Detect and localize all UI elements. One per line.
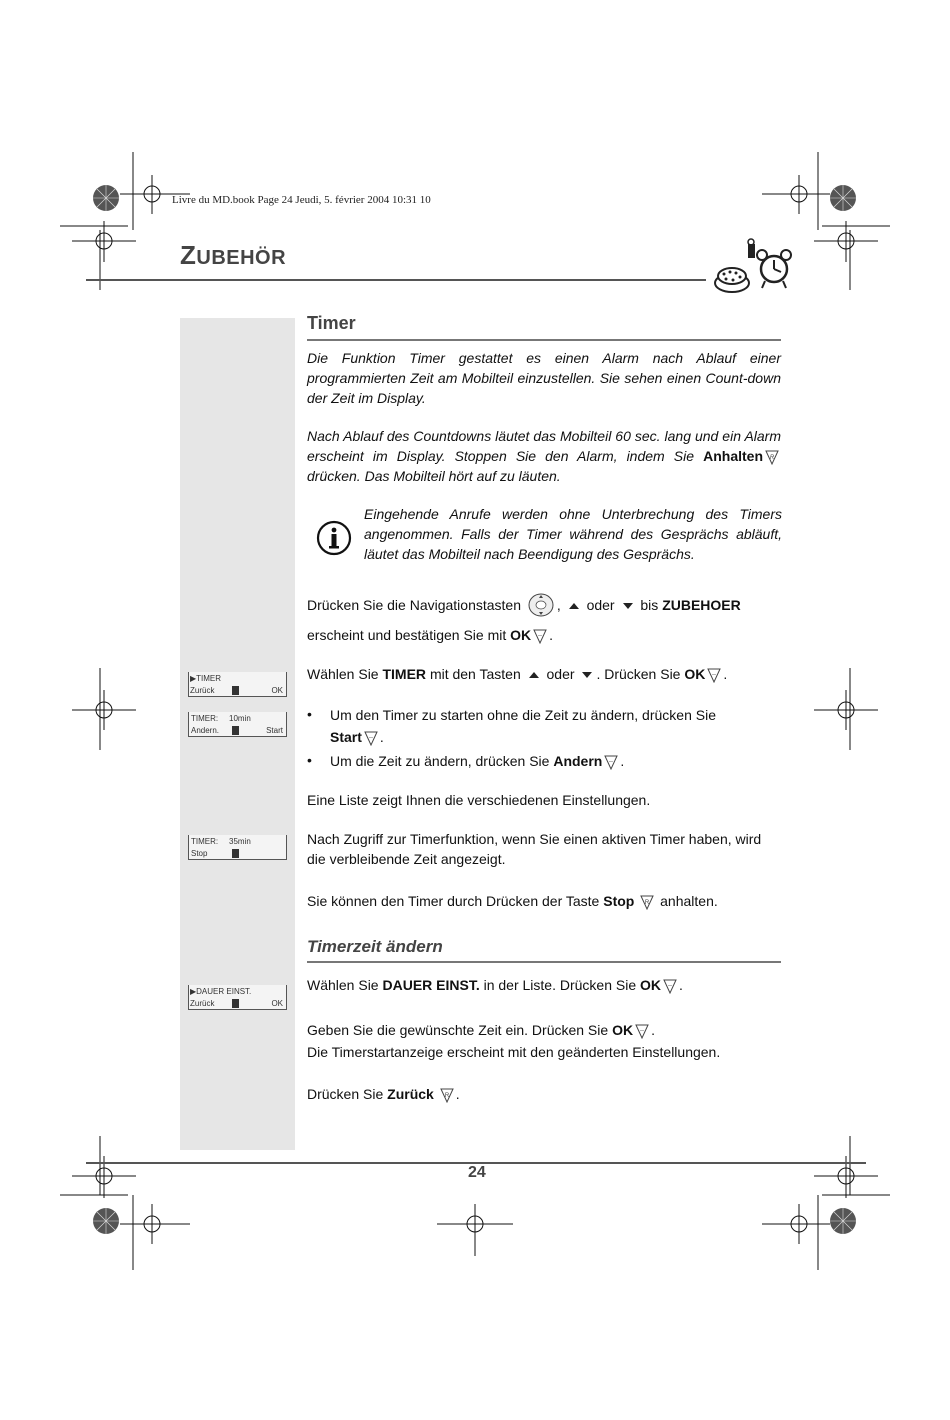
- anhalten-label: Anhalten: [703, 448, 763, 464]
- svg-text:R: R: [645, 900, 650, 906]
- select-text-a: Wählen Sie: [307, 666, 379, 682]
- info-icon: [315, 519, 353, 557]
- print-header: Livre du MD.book Page 24 Jeudi, 5. février 2004 10:31 10: [172, 194, 431, 206]
- nav-text-a: Drücken Sie die Navigationstasten: [307, 597, 522, 613]
- subsection-title: Timerzeit ändern: [307, 937, 443, 956]
- cursor-block-icon: [232, 849, 239, 858]
- svg-text:R: R: [769, 455, 775, 461]
- intro-paragraph: Die Funktion Timer gestattet es einen Alarm nach Ablauf einer programmierten Zeit am Mobilteil einzustellen. Sie sehen einen Count-down der Zeit im Display.: [307, 350, 781, 406]
- lcd-timer-menu: [188, 672, 287, 697]
- arrow-down-icon: [623, 603, 633, 609]
- navigation-key-icon: [527, 592, 555, 618]
- choose-text-a: Wählen Sie: [307, 977, 379, 993]
- nav-comma: ,: [556, 597, 561, 613]
- active-timer-info: Nach Zugriff zur Timerfunktion, wenn Sie einen aktiven Timer haben, wird die verbleibende Zeit angezeigt.: [307, 831, 762, 867]
- bullet-start-text: Um den Timer zu starten ohne die Zeit zu ändern, drücken Sie: [330, 707, 716, 723]
- ok-key-icon: [707, 667, 721, 683]
- bullet-marker: •: [307, 752, 312, 768]
- lcd-timer-setting: [188, 712, 287, 737]
- nav-until: bis: [640, 597, 659, 613]
- section-rule: [307, 339, 781, 341]
- enter-time-instruction: Geben Sie die gewünschte Zeit ein. Drücken Sie OK -- . Die Timerstartanzeige erscheint mit den geänderten Einstellungen.: [307, 1022, 721, 1060]
- svg-text:--: --: [538, 633, 543, 639]
- choose-text-b: in der Liste. Drücken Sie: [483, 977, 637, 993]
- ok-label: OK: [640, 977, 662, 993]
- bullet-start: Um den Timer zu starten ohne die Zeit zu ändern, drücken Sie Start -- .: [330, 707, 716, 745]
- lcd-right-softkey: OK: [271, 686, 283, 695]
- ok-key-icon: [364, 730, 378, 746]
- zurueck-label: Zurück: [387, 1086, 434, 1102]
- list-info: Eine Liste zeigt Ihnen die verschiedenen Einstellungen.: [307, 792, 651, 808]
- red-key-icon: [765, 449, 779, 465]
- bullet-marker: •: [307, 706, 312, 722]
- svg-text:--: --: [712, 672, 717, 678]
- svg-text:--: --: [368, 735, 373, 741]
- scroll-indicator-icon: [232, 686, 239, 695]
- lcd-left-softkey: Stop: [191, 849, 208, 858]
- chapter-title-initial: Z: [180, 240, 197, 270]
- arrow-up-icon: [569, 603, 579, 609]
- select-timer-instruction: Wählen Sie TIMER mit den Tasten oder . Drücken Sie OK -- .: [307, 666, 728, 682]
- arrow-up-icon: [529, 672, 539, 678]
- nav-text-b: erscheint und bestätigen Sie mit: [307, 627, 507, 643]
- navigation-instruction: Drücken Sie die Navigationstasten , oder bis ZUBEHOER erscheint und bestätigen Sie mit OK -- .: [307, 590, 781, 650]
- back-text-a: Drücken Sie: [307, 1086, 384, 1102]
- select-text-b: mit den Tasten: [429, 666, 521, 682]
- note-text: Eingehende Anrufe werden ohne Unterbrechung des Timers angenommen. Falls der Timer während des Gesprächs abläuft, läutet das Mobilteil nach Beendigung des Gesprächs.: [364, 506, 782, 562]
- scroll-indicator-icon: [232, 999, 239, 1008]
- back-instruction: Drücken Sie Zurück R .: [307, 1086, 460, 1102]
- select-text-c: . Drücken Sie: [596, 666, 681, 682]
- choose-duration-instruction: Wählen Sie DAUER EINST. in der Liste. Drücken Sie OK -- .: [307, 977, 683, 993]
- stop-instruction: [307, 891, 781, 911]
- cursor-block-icon: [232, 726, 239, 735]
- ok-key-icon: [663, 978, 677, 994]
- lcd-left-softkey: Andern.: [191, 726, 220, 735]
- start-label: Start: [330, 729, 362, 745]
- enter-text-b: Die Timerstartanzeige erscheint mit den geänderten Einstellungen.: [307, 1044, 721, 1060]
- ok-label: OK: [612, 1022, 634, 1038]
- lcd-value: 35min: [229, 837, 251, 846]
- stop-label: Stop: [603, 893, 635, 909]
- chapter-rule: [86, 279, 706, 281]
- countdown-paragraph: [307, 426, 781, 486]
- zubehoer-label: ZUBEHOER: [662, 597, 741, 613]
- bullet-change-text: Um die Zeit zu ändern, drücken Sie: [330, 753, 550, 769]
- lcd-left-softkey: Zurück: [190, 686, 215, 695]
- lcd-timer-active: [188, 835, 287, 860]
- lcd-duration-menu: [188, 985, 287, 1010]
- lcd-label: TIMER:: [191, 714, 219, 723]
- select-or: oder: [546, 666, 575, 682]
- countdown-text-b: drücken. Das Mobilteil hört auf zu läuten.: [307, 468, 561, 484]
- page-number: 24: [468, 1164, 486, 1181]
- subsection-rule: [307, 961, 781, 963]
- ok-key-icon: [604, 754, 618, 770]
- svg-text:--: --: [609, 759, 614, 765]
- ok-key-icon: [635, 1023, 649, 1039]
- arrow-down-icon: [582, 672, 592, 678]
- timer-label: TIMER: [382, 666, 427, 682]
- section-title: Timer: [307, 313, 356, 333]
- chapter-title-rest: UBEHÖR: [196, 247, 287, 269]
- stop-text-a: Sie können den Timer durch Drücken der Taste: [307, 893, 600, 909]
- ok-label: OK: [510, 627, 532, 643]
- nav-or: oder: [586, 597, 615, 613]
- lcd-line: ▶DAUER EINST.: [190, 987, 252, 996]
- lcd-left-softkey: Zurück: [190, 999, 215, 1008]
- countdown-text-a: Nach Ablauf des Countdowns läutet das Mobilteil 60 sec. lang und ein Alarm erscheint im Display. Stoppen Sie den Alarm, indem Sie: [307, 428, 781, 464]
- svg-text:R: R: [444, 1093, 449, 1099]
- svg-text:--: --: [640, 1028, 645, 1034]
- svg-text:--: --: [668, 983, 673, 989]
- red-key-icon: [640, 894, 654, 910]
- ok-key-icon: [533, 628, 547, 644]
- bullet-change: Um die Zeit zu ändern, drücken Sie Andern -- .: [330, 753, 625, 769]
- lcd-value: 10min: [229, 714, 251, 723]
- red-key-icon: [440, 1087, 454, 1103]
- andern-label: Andern: [553, 753, 603, 769]
- lcd-line: ▶TIMER: [190, 674, 222, 683]
- lcd-right-softkey: OK: [271, 999, 283, 1008]
- lcd-right-softkey: Start: [266, 726, 283, 735]
- enter-text-a: Geben Sie die gewünschte Zeit ein. Drücken Sie: [307, 1022, 609, 1038]
- accessories-illustration-icon: [712, 236, 792, 296]
- lcd-label: TIMER:: [191, 837, 219, 846]
- chapter-title: [180, 240, 286, 271]
- stop-text-b: anhalten.: [660, 893, 718, 909]
- dauer-einst-label: DAUER EINST.: [382, 977, 480, 993]
- ok-label: OK: [684, 666, 706, 682]
